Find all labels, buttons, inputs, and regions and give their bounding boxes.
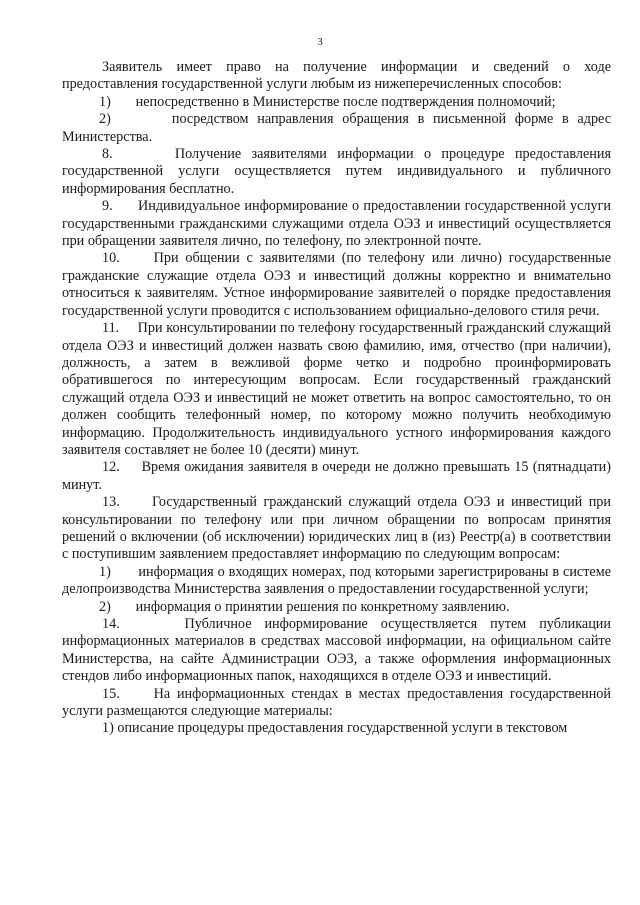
- paragraph-11: 11. При консультировании по телефону государственный гражданский служащий отдела ОЭЗ и инвестиций должен назвать свою фамилию, имя, отчество (при наличии), должность, а затем в вежливой форме четко и подробно проинформировать обратившегося по интересующим вопросам. Если государственный гражданский служащий отдела ОЭЗ и инвестиций не может ответить на вопрос самостоятельно, то он должен сообщить телефонный номер, по которому можно получить необходимую информацию. Продолжительность индивидуального устного информирования каждого заявителя составляет не более 10 (десяти) минут.: [62, 320, 611, 458]
- list-item-decision-info: 2) информация о принятии решения по конкретному заявлению.: [99, 598, 510, 615]
- list-item-ministry-in-person: 1) непосредственно в Министерстве после подтверждения полномочий;: [99, 93, 556, 110]
- paragraph-14: 14. Публичное информирование осуществляется путем публикации информационных материалов в средствах массовой информации, на официальном сайте Министерства, на сайте Администрации ОЭЗ, а также оформления информационных стендов либо информационных папок, находящихся в отделе ОЭЗ и инвестиций.: [62, 616, 611, 685]
- paragraph-9: 9. Индивидуальное информирование о предоставлении государственной услуги государственными гражданскими служащими отдела ОЭЗ и инвестиций осуществляется при обращении заявителя лично, по телефону, по электронной почте.: [62, 198, 611, 250]
- paragraph-13: 13. Государственный гражданский служащий отдела ОЭЗ и инвестиций при консультировании по телефону или при личном обращении по вопросам принятия решений о включении (об исключении) юридических лиц в (из) Реестр(а) в соответствии с поступившим заявлением предоставляет информацию по следующим вопросам:: [62, 494, 611, 563]
- page-number: 3: [317, 36, 323, 48]
- paragraph-15-item-1: 1) описание процедуры предоставления государственной услуги в текстовом: [102, 720, 568, 737]
- paragraph-right-to-information: Заявитель имеет право на получение информации и сведений о ходе предоставления государственной услуги любым из нижеперечисленных способов:: [62, 59, 611, 93]
- paragraph-8: 8. Получение заявителями информации о процедуре предоставления государственной услуги осуществляется путем индивидуального и публичного информирования бесплатно.: [62, 146, 611, 197]
- paragraph-10: 10. При общении с заявителями (по телефону или лично) государственные гражданские служащие отдела ОЭЗ и инвестиций должны корректно и внимательно относиться к заявителям. Устное информирование заявителей о порядке предоставления государственной услуги проводится с использованием официально-делового стиля речи.: [62, 250, 611, 319]
- paragraph-15: 15. На информационных стендах в местах предоставления государственной услуги размещаются следующие материалы:: [62, 685, 611, 720]
- paragraph-12: 12. Время ожидания заявителя в очереди не должно превышать 15 (пятнадцати) минут.: [62, 459, 611, 493]
- list-item-incoming-numbers: 1) информация о входящих номерах, под которыми зарегистрированы в системе делопроизводства Министерства заявления о предоставлении государственной услуги;: [62, 563, 611, 598]
- list-item-written-request: 2) посредством направления обращения в письменной форме в адрес Министерства.: [62, 111, 611, 145]
- document-body: [62, 59, 611, 738]
